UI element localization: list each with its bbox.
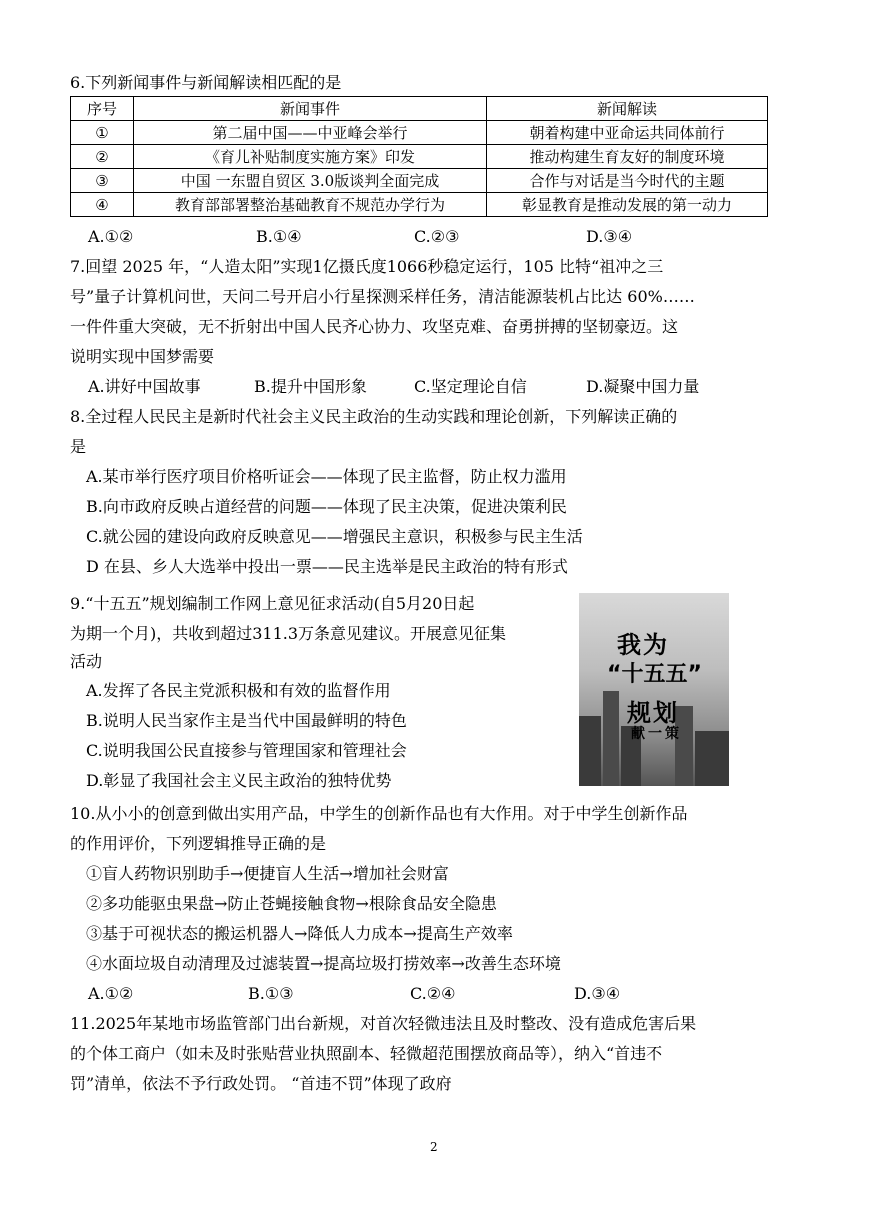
q9-option-d[interactable]: D.彰显了我国社会主义民主政治的独特优势 (86, 771, 392, 790)
poster-text-line1: 我为 (617, 631, 669, 659)
q8-line: 8.全过程人民民主是新时代社会主义民主政治的生动实践和理论创新，下列解读正确的 (70, 407, 678, 426)
choice-c[interactable]: C.②③ (414, 227, 460, 246)
row-interpretation: 彰显教育是推动发展的第一动力 (487, 193, 768, 217)
table-row (71, 193, 768, 217)
row-interpretation: 推动构建生育友好的制度环境 (487, 145, 768, 169)
q10-line: 10.从小小的创意到做出实用产品，中学生的创新作品也有大作用。对于中学生创新作品 (70, 804, 688, 823)
choice-a[interactable]: A.①② (88, 227, 134, 246)
q11-line: 11.2025年某地市场监管部门出台新规，对首次轻微违法且及时整改、没有造成危害后果 (70, 1014, 697, 1033)
row-interpretation: 朝着构建中亚命运共同体前行 (487, 121, 768, 145)
choice-c[interactable]: C.②④ (410, 984, 456, 1003)
header-event: 新闻事件 (134, 97, 487, 121)
page-number: 2 (430, 1140, 438, 1154)
q8-option-b[interactable]: B.向市政府反映占道经营的问题——体现了民主决策，促进决策利民 (86, 497, 567, 516)
poster-text-line2: “十五五” (607, 662, 702, 687)
table-row (71, 169, 768, 193)
q9-option-c[interactable]: C.说明我国公民直接参与管理国家和管理社会 (86, 741, 407, 760)
row-index: ② (71, 145, 134, 169)
row-index: ③ (71, 169, 134, 193)
q8-option-d[interactable]: D 在县、乡人大选举中投出一票——民主选举是民主政治的特有形式 (86, 557, 568, 576)
choice-a[interactable]: A.①② (88, 984, 134, 1003)
q9-option-a[interactable]: A.发挥了各民主党派积极和有效的监督作用 (86, 681, 391, 700)
q11-line: 罚”清单，依法不予行政处罚。 “首违不罚”体现了政府 (70, 1074, 452, 1093)
q9-option-b[interactable]: B.说明人民当家作主是当代中国最鲜明的特色 (86, 711, 407, 730)
q7-line: 一件件重大突破，无不折射出中国人民齐心协力、攻坚克难、奋勇拼搏的坚韧豪迈。这 (70, 317, 679, 336)
q9-line: 9.“十五五”规划编制工作网上意见征求活动(自5月20日起 (70, 594, 475, 613)
q10-choices (88, 983, 620, 1005)
header-interpretation: 新闻解读 (487, 97, 768, 121)
row-event: 第二届中国——中亚峰会举行 (134, 121, 487, 145)
choice-d[interactable]: D.凝聚中国力量 (586, 377, 700, 396)
news-table (70, 96, 768, 217)
q10-item-1: ①盲人药物识别助手→便捷盲人生活→增加社会财富 (86, 864, 449, 883)
row-event: 教育部部署整治基础教育不规范办学行为 (134, 193, 487, 217)
plan-poster-image (579, 593, 729, 786)
poster-text-line4: 献一策 (631, 726, 682, 742)
building-shape (695, 731, 729, 786)
q11-line: 的个体工商户（如未及时张贴营业执照副本、轻微超范围摆放商品等），纳入“首违不 (70, 1044, 663, 1063)
q7-line: 说明实现中国梦需要 (70, 347, 215, 366)
q8-line: 是 (70, 437, 87, 456)
q6-choices (88, 226, 632, 248)
choice-a[interactable]: A.讲好中国故事 (88, 377, 201, 396)
q9-line: 活动 (70, 652, 103, 671)
choice-b[interactable]: B.①④ (256, 227, 302, 246)
building-shape (603, 691, 619, 786)
q10-item-3: ③基于可视状态的搬运机器人→降低人力成本→提高生产效率 (86, 924, 513, 943)
q7-line: 7.回望 2025 年，“人造太阳”实现1亿摄氏度1066秒稳定运行，105 比特“祖冲之三 (70, 257, 664, 276)
choice-b[interactable]: B.提升中国形象 (254, 377, 367, 396)
q8-option-a[interactable]: A.某市举行医疗项目价格听证会——体现了民主监督，防止权力滥用 (86, 467, 567, 486)
poster-text-line3: 规划 (627, 699, 679, 727)
table-header-row (71, 97, 768, 121)
choice-d[interactable]: D.③④ (586, 227, 633, 246)
choice-d[interactable]: D.③④ (574, 984, 621, 1003)
q6-stem: 6.下列新闻事件与新闻解读相匹配的是 (70, 73, 342, 92)
row-event: 《育儿补贴制度实施方案》印发 (134, 145, 487, 169)
table-row (71, 121, 768, 145)
row-index: ④ (71, 193, 134, 217)
q10-line: 的作用评价，下列逻辑推导正确的是 (70, 834, 327, 853)
building-shape (579, 716, 601, 786)
q7-choices (88, 376, 699, 398)
table-row (71, 145, 768, 169)
row-index: ① (71, 121, 134, 145)
header-index: 序号 (71, 97, 134, 121)
choice-c[interactable]: C.坚定理论自信 (414, 377, 527, 396)
q10-item-4: ④水面垃圾自动清理及过滤装置→提高垃圾打捞效率→改善生态环境 (86, 954, 561, 973)
choice-b[interactable]: B.①③ (248, 984, 294, 1003)
q8-option-c[interactable]: C.就公园的建设向政府反映意见——增强民主意识，积极参与民主生活 (86, 527, 583, 546)
q7-line: 号”量子计算机问世，天问二号开启小行星探测采样任务，清洁能源装机占比达 60%…… (70, 287, 695, 306)
row-interpretation: 合作与对话是当今时代的主题 (487, 169, 768, 193)
q9-line: 为期一个月)，共收到超过311.3万条意见建议。开展意见征集 (70, 624, 507, 643)
q10-item-2: ②多功能驱虫果盘→防止苍蝇接触食物→根除食品安全隐患 (86, 894, 497, 913)
row-event: 中国 一东盟自贸区 3.0版谈判全面完成 (134, 169, 487, 193)
